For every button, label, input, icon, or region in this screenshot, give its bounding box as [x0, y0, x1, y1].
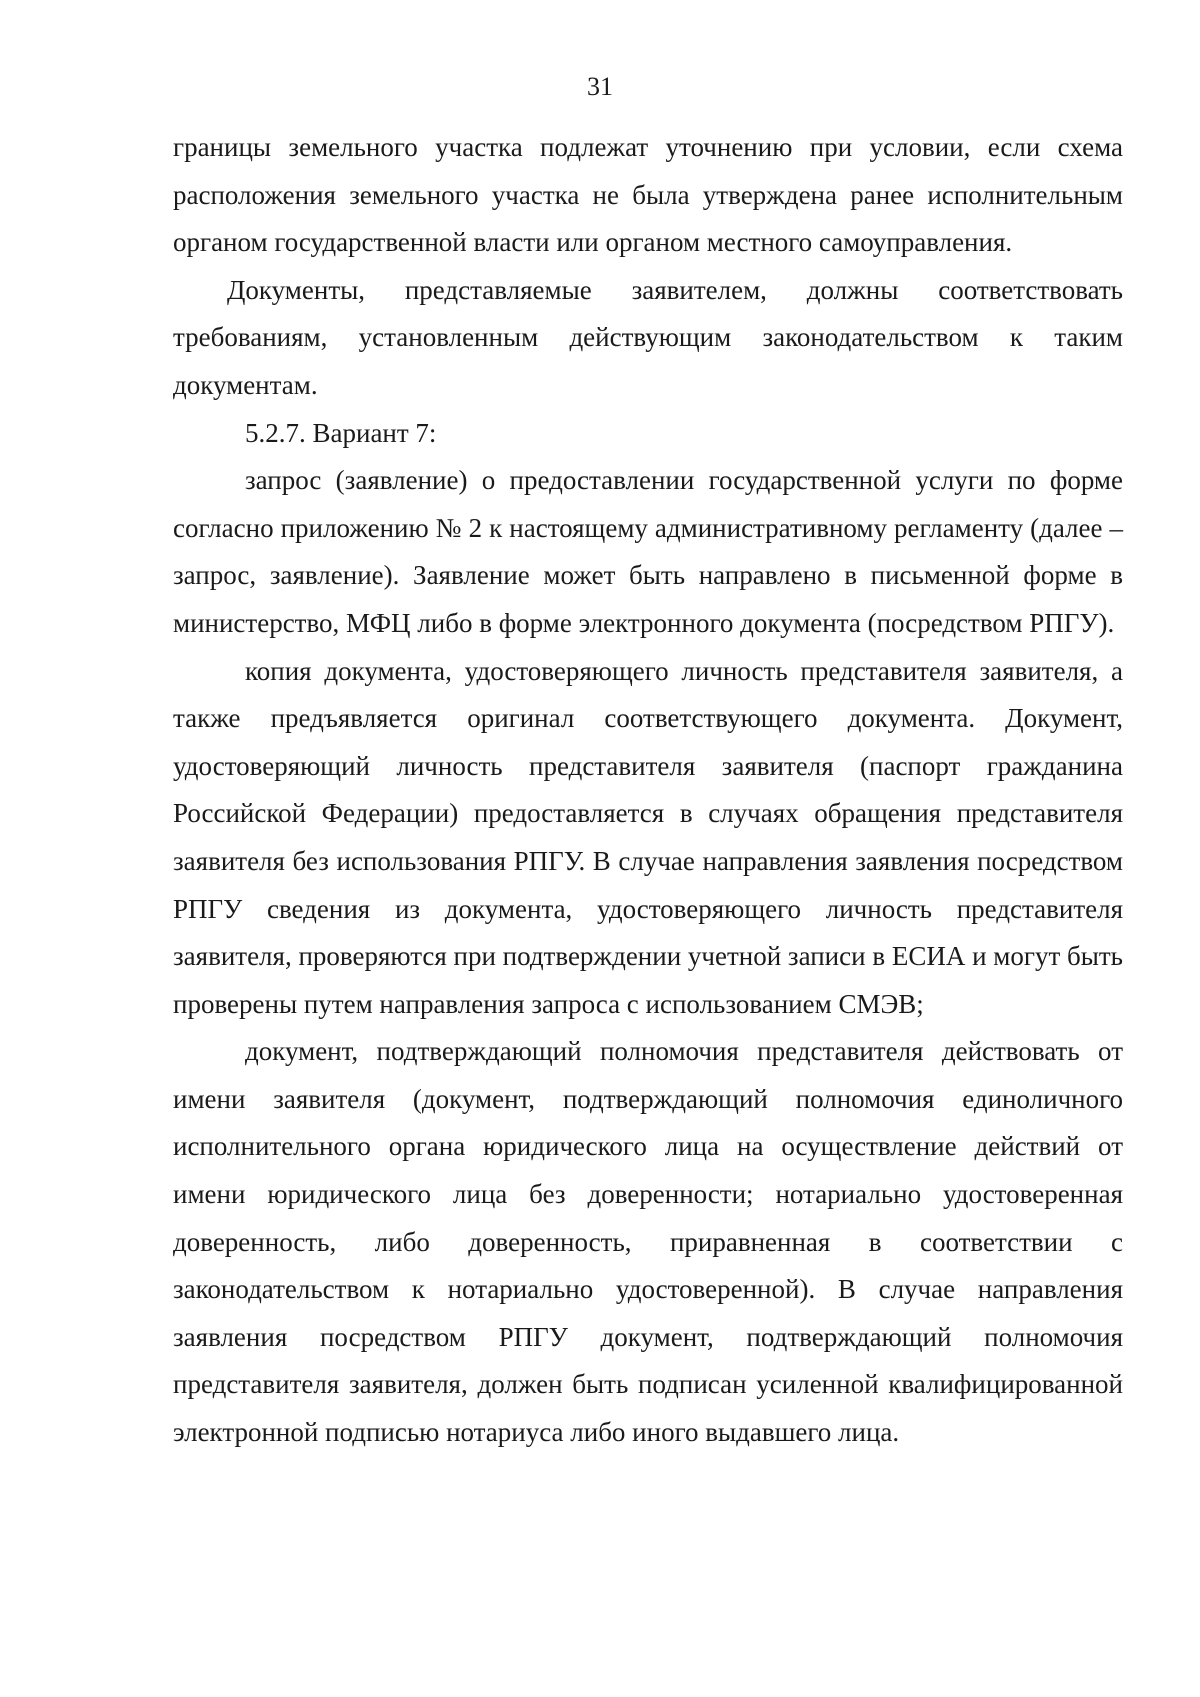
document-body — [173, 124, 1123, 1457]
paragraph-authority-document: документ, подтверждающий полномочия представителя действовать от имени заявителя (документ, подтверждающий полномочия единоличного исполнительного органа юридического лица на осуществление действий от имени юридического лица без доверенности; нотариально удостоверенная доверенность, либо доверенность, приравненная в соответствии с законодательством к нотариально удостоверенной). В случае направления заявления посредством РПГУ документ, подтверждающий полномочия представителя заявителя, должен быть подписан усиленной квалифицированной электронной подписью нотариуса либо иного выдавшего лица. — [173, 1036, 1123, 1448]
paragraph-boundary-clarification: границы земельного участка подлежат уточнению при условии, если схема расположения земельного участка не была утверждена ранее исполнительным органом государственной власти или органом местного самоуправления. — [173, 132, 1123, 258]
paragraph-request-form: запрос (заявление) о предоставлении государственной услуги по форме согласно приложению № 2 к настоящему административному регламенту (далее – запрос, заявление). Заявление может быть направлено в письменной форме в министерство, МФЦ либо в форме электронного документа (посредством РПГУ). — [173, 465, 1123, 638]
paragraph-identity-document: копия документа, удостоверяющего личность представителя заявителя, а также предъявляется оригинал соответствующего документа. Документ, удостоверяющий личность представителя заявителя (паспорт гражданина Российской Федерации) предоставляется в случаях обращения представителя заявителя без использования РПГУ. В случае направления заявления посредством РПГУ сведения из документа, удостоверяющего личность представителя заявителя, проверяются при подтверждении учетной записи в ЕСИА и могут быть проверены путем направления запроса с использованием СМЭВ; — [173, 655, 1123, 1019]
paragraph-document-requirements: Документы, представляемые заявителем, должны соответствовать требованиям, установленным действующим законодательством к таким документам. — [173, 274, 1123, 400]
page-number: 31 — [587, 72, 613, 101]
section-heading-variant-7: 5.2.7. Вариант 7: — [245, 417, 437, 448]
